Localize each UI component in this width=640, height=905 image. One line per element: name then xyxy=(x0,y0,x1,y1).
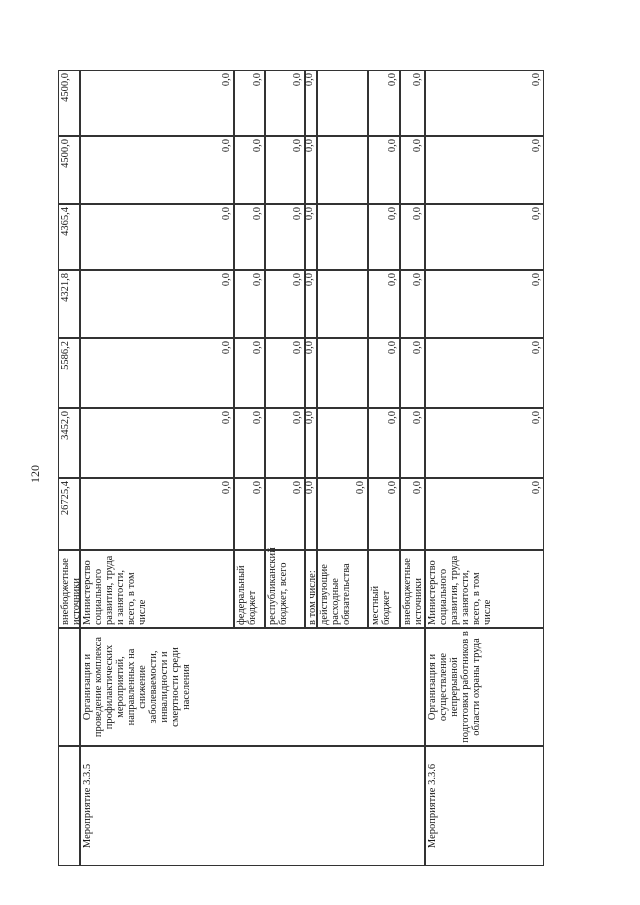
amount-cell: 0,0 xyxy=(368,338,400,408)
amount-cell: 0,0 xyxy=(80,478,234,550)
measure-cell: Мероприятие 3.3.5 xyxy=(80,746,424,866)
amount-cell: 4365,4 xyxy=(58,204,80,270)
amount-cell xyxy=(317,70,368,136)
amount-cell: 0,0 xyxy=(368,478,400,550)
page-number-container xyxy=(28,455,48,485)
measure-name-cell: Организация и проведение комплекса профилактических мероприятий, направленных на снижение заболеваемости, инвалидности и смертности среди населения xyxy=(80,628,424,746)
amount-cell: 0,0 xyxy=(368,70,400,136)
amount-cell: 0,0 xyxy=(234,408,264,478)
amount-cell xyxy=(317,136,368,204)
amount-cell: 0,0 xyxy=(305,204,317,270)
funding-source-cell: в том числе: xyxy=(305,550,317,628)
funding-source-cell: внебюджетные источники xyxy=(400,550,424,628)
amount-cell: 0,0 xyxy=(425,136,544,204)
amount-cell: 0,0 xyxy=(80,70,234,136)
funding-source-cell: внебюджетные источники xyxy=(58,550,80,628)
amount-cell xyxy=(317,204,368,270)
amount-cell: 0,0 xyxy=(400,70,424,136)
amount-cell: 0,0 xyxy=(305,70,317,136)
amount-cell: 0,0 xyxy=(234,204,264,270)
funding-source-cell: Министерство социального развития, труда и занятости, всего, в том числе xyxy=(425,550,544,628)
amount-cell: 0,0 xyxy=(400,338,424,408)
amount-cell: 0,0 xyxy=(265,270,306,338)
amount-cell: 26725,4 xyxy=(58,478,80,550)
amount-cell xyxy=(317,270,368,338)
amount-cell: 0,0 xyxy=(400,270,424,338)
funding-source-cell: действующие расходные обязательства xyxy=(317,550,368,628)
amount-cell: 0,0 xyxy=(400,136,424,204)
amount-cell: 4321,8 xyxy=(58,270,80,338)
funding-source-cell: местный бюджет xyxy=(368,550,400,628)
measure-cell xyxy=(58,746,80,866)
amount-cell: 0,0 xyxy=(305,136,317,204)
rotated-table-block xyxy=(58,70,544,866)
amount-cell: 0,0 xyxy=(425,270,544,338)
amount-cell: 0,0 xyxy=(80,408,234,478)
amount-cell xyxy=(317,338,368,408)
funding-source-cell: федеральный бюджет xyxy=(234,550,264,628)
amount-cell: 0,0 xyxy=(234,338,264,408)
amount-cell: 0,0 xyxy=(317,478,368,550)
amount-cell: 0,0 xyxy=(234,270,264,338)
amount-cell: 0,0 xyxy=(265,338,306,408)
amount-cell: 0,0 xyxy=(80,204,234,270)
amount-cell: 5586,2 xyxy=(58,338,80,408)
amount-cell: 0,0 xyxy=(425,338,544,408)
amount-cell: 0,0 xyxy=(265,408,306,478)
amount-cell: 0,0 xyxy=(368,408,400,478)
amount-cell: 0,0 xyxy=(400,204,424,270)
amount-cell: 0,0 xyxy=(400,478,424,550)
amount-cell: 0,0 xyxy=(400,408,424,478)
amount-cell: 0,0 xyxy=(234,478,264,550)
amount-cell: 0,0 xyxy=(425,204,544,270)
amount-cell: 0,0 xyxy=(425,408,544,478)
measure-cell: Мероприятие 3.3.6 xyxy=(425,746,544,866)
amount-cell: 0,0 xyxy=(305,408,317,478)
amount-cell: 0,0 xyxy=(368,204,400,270)
amount-cell: 0,0 xyxy=(80,270,234,338)
amount-cell: 0,0 xyxy=(305,338,317,408)
funding-source-cell: республиканский бюджет, всего xyxy=(265,550,306,628)
amount-cell: 0,0 xyxy=(368,270,400,338)
amount-cell: 0,0 xyxy=(265,478,306,550)
page-number: 120 xyxy=(28,465,42,483)
amount-cell: 0,0 xyxy=(265,70,306,136)
amount-cell: 3452,0 xyxy=(58,408,80,478)
amount-cell: 0,0 xyxy=(265,136,306,204)
amount-cell: 0,0 xyxy=(425,478,544,550)
amount-cell xyxy=(317,408,368,478)
amount-cell: 0,0 xyxy=(305,270,317,338)
amount-cell: 0,0 xyxy=(234,70,264,136)
amount-cell: 0,0 xyxy=(265,204,306,270)
amount-cell: 0,0 xyxy=(368,136,400,204)
measure-name-cell xyxy=(58,628,80,746)
measure-name-cell: Организация и осуществление непрерывной подготовки работников в области охраны труда xyxy=(425,628,544,746)
amount-cell: 0,0 xyxy=(305,478,317,550)
amount-cell: 4500,0 xyxy=(58,70,80,136)
amount-cell: 0,0 xyxy=(80,136,234,204)
funding-source-cell: Министерство социального развития, труда и занятости, всего, в том числе xyxy=(80,550,234,628)
amount-cell: 0,0 xyxy=(425,70,544,136)
amount-cell: 0,0 xyxy=(234,136,264,204)
amount-cell: 4500,0 xyxy=(58,136,80,204)
amount-cell: 0,0 xyxy=(80,338,234,408)
